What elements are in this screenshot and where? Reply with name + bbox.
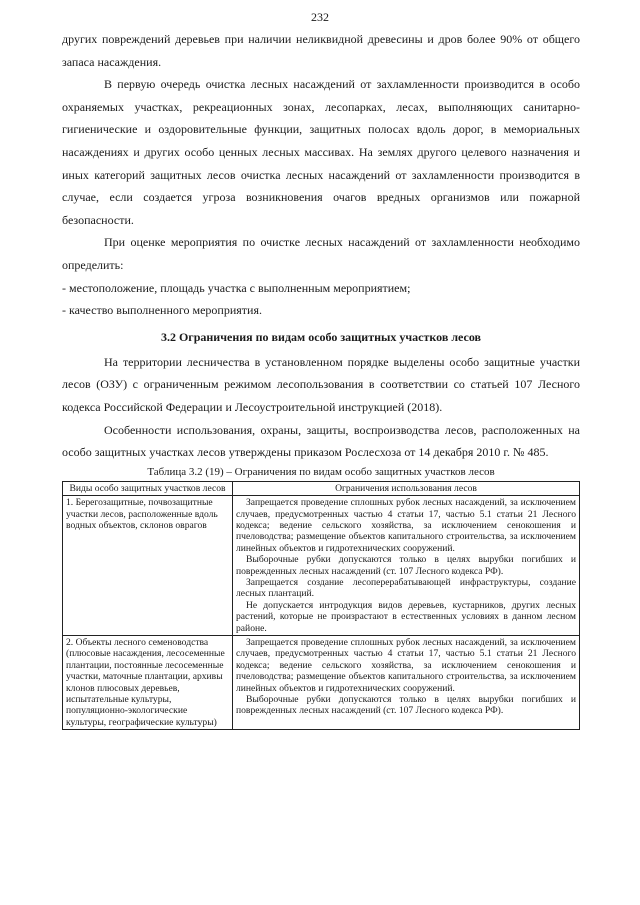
paragraph: других повреждений деревьев при наличии неликвидной древесины и дров более 90% от общего запаса насаждения. (62, 32, 580, 69)
table-header-cell: Ограничения использования лесов (233, 481, 580, 495)
table-cell-type: 1. Берегозащитные, почвозащитные участки лесов, расположенные вдоль водных объектов, склонов оврагов (63, 496, 233, 636)
section-heading: 3.2 Ограничения по видам особо защитных участков лесов (160, 329, 482, 344)
table-cell-type: 2. Объекты лесного семеноводства (плюсовые насаждения, лесосеменные плантации, постоянные лесосеменные участки, маточные плантации, архивы клонов плюсовых деревьев, испытательные культуры, популяционно-экологические культуры, географические культуры) (63, 635, 233, 729)
table-row (63, 635, 580, 729)
restriction-text: Запрещается проведение сплошных рубок лесных насаждений, за исключением случаев, предусмотренных частью 4 статьи 17, частью 5.1 статьи 21 Лесного кодекса; ведение сельского хозяйства, за исключением сенокошения и пчеловодства; размещение объектов капитального строительства, за исключением линейных объектов и гидротехнических сооружений. (236, 497, 576, 554)
paragraph: В первую очередь очистка лесных насаждений от захламленности производится в особо охраняемых участках, рекреационных зонах, лесопарках, лесах, выполняющих санитарно-гигиенические и оздоровительные функции, защитных полосах вдоль дорог, в мемориальных насаждениях и других особо ценных лесных массивах. На землях другого целевого назначения и иных категорий защитных лесов очистка лесных насаждений от захламленности производится в случае, если создается угроза возникновения очагов вредных организмов или пожарной безопасности. (62, 77, 580, 227)
restrictions-table (62, 481, 580, 731)
table-row (63, 496, 580, 636)
restriction-text: Запрещается создание лесоперерабатывающей инфраструктуры, создание лесных плантаций. (236, 576, 576, 600)
table-caption: Таблица 3.2 (19) – Ограничения по видам особо защитных участков лесов (147, 465, 495, 478)
document-body (62, 28, 580, 730)
restriction-text: Выборочные рубки допускаются только в целях вырубки погибших и поврежденных лесных насаждений (ст. 107 Лесного кодекса РФ). (236, 694, 576, 717)
table-cell-restrictions (233, 496, 580, 636)
list-item: - местоположение, площадь участка с выполненным мероприятием; (62, 280, 411, 295)
table-cell-restrictions (233, 635, 580, 729)
paragraph: При оценке мероприятия по очистке лесных насаждений от захламленности необходимо определить: (62, 235, 580, 272)
paragraph: На территории лесничества в установленном порядке выделены особо защитные участки лесов (ОЗУ) с ограниченным режимом лесопользования в соответствии со статьей 107 Лесного кодекса Российской Федерации и Лесоустроительной инструкцией (2018). (62, 354, 580, 414)
restriction-text: Запрещается проведение сплошных рубок лесных насаждений, за исключением случаев, предусмотренных частью 4 статьи 17, частью 5.1 статьи 21 Лесного кодекса; ведение сельского хозяйства, за исключением сенокошения и пчеловодства; размещение объектов капитального строительства, за исключением линейных объектов и гидротехнических сооружений. (236, 636, 576, 694)
restriction-text: Не допускается интродукция видов деревьев, кустарников, других лесных растений, которые не произрастают в естественных условиях в данном лесном районе. (236, 599, 576, 634)
table-header-cell: Виды особо защитных участков лесов (63, 481, 233, 495)
list-item: - качество выполненного мероприятия. (62, 303, 262, 318)
table-header-row (63, 481, 580, 495)
page-number: 232 (311, 10, 329, 24)
paragraph: Особенности использования, охраны, защиты, воспроизводства лесов, расположенных на особо защитных участках лесов утверждены приказом Рослесхоза от 14 декабря 2010 г. № 485. (62, 422, 580, 460)
restriction-text: Выборочные рубки допускаются только в целях вырубки погибших и поврежденных лесных насаждений (ст. 107 Лесного кодекса РФ). (236, 554, 576, 577)
